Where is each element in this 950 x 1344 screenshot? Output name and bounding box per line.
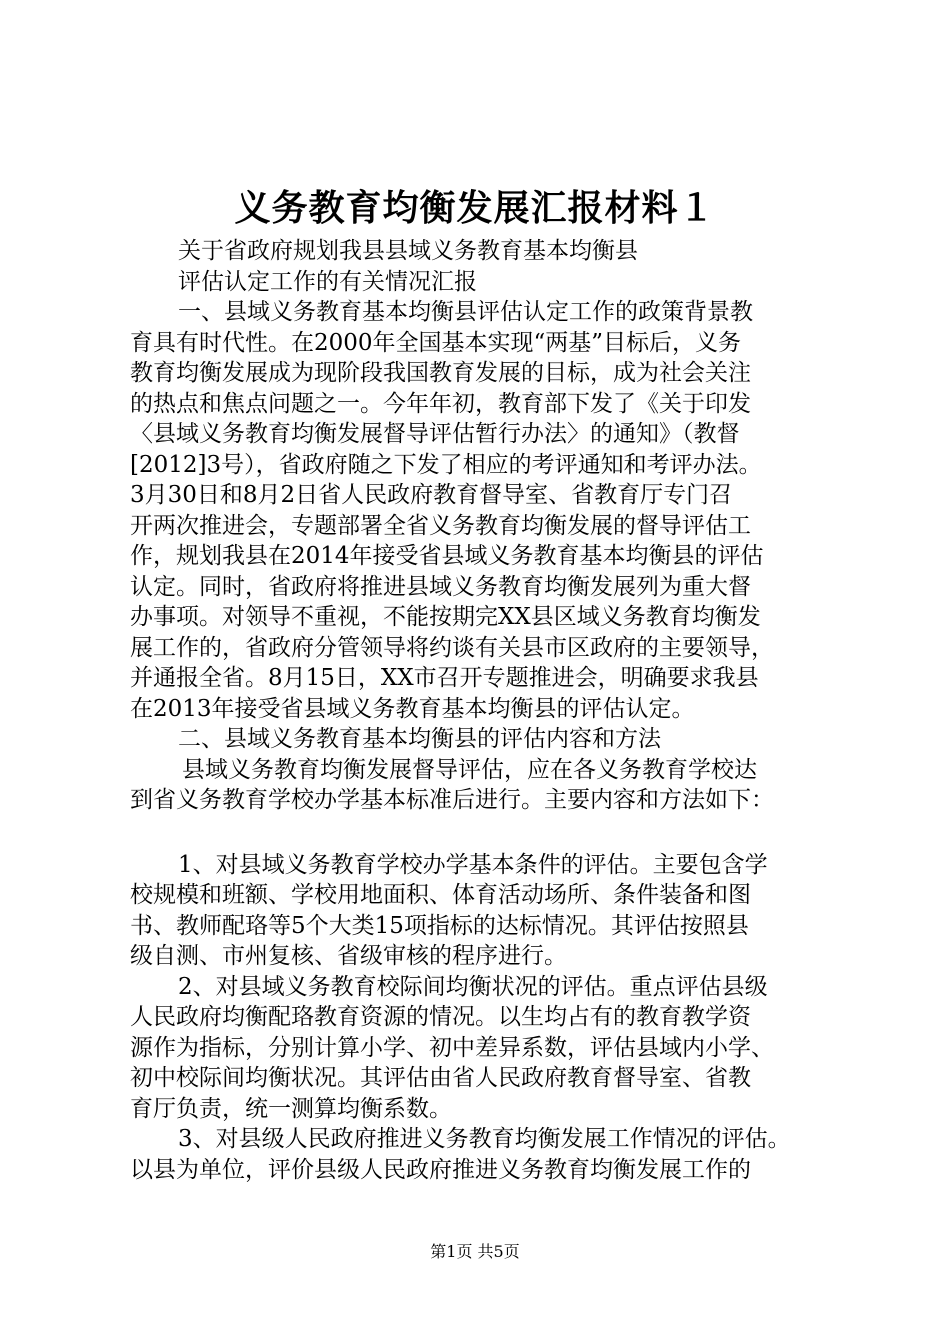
paragraph-gap bbox=[130, 816, 830, 850]
paragraph-line: 初中校际间均衡状况。其评估由省人民政府教育督导室、省教 bbox=[130, 1065, 751, 1091]
paragraph-line: 以县为单位，评价县级人民政府推进义务教育均衡发展工作的 bbox=[130, 1156, 751, 1183]
paragraph-line: 3、对县级人民政府推进义务教育均衡发展工作情况的评估。 bbox=[178, 1126, 791, 1152]
paragraph-line: 书、教师配珞等5个大类15项指标的达标情况。其评估按照县 bbox=[130, 912, 749, 939]
paragraph-line: 级自测、市州复核、省级审核的程序进行。 bbox=[130, 943, 567, 969]
paragraph-line: 〈县域义务教育均衡发展督导评估暂行办法〉的通知》（教督 bbox=[130, 421, 740, 447]
paragraph-line: 并通报全省。8月15日，XX市召开专题推进会，明确要求我县 bbox=[130, 665, 759, 691]
paragraph-line: 源作为指标，分别计算小学、初中差异系数，评估县域内小学、 bbox=[130, 1034, 774, 1061]
paragraph-line: 校规模和班额、学校用地面积、体育活动场所、条件装备和图 bbox=[130, 882, 751, 908]
paragraph-line: 2、对县域义务教育校际间均衡状况的评估。重点评估县级 bbox=[178, 973, 768, 1000]
paragraph-line: 育具有时代性。在2000年全国基本实现“两基”目标后，义务 bbox=[130, 329, 742, 356]
document-body bbox=[130, 236, 830, 1185]
page-footer: 第1页 共5页 bbox=[430, 1242, 520, 1261]
paragraph-line: 1、对县域义务教育学校办学基本条件的评估。主要包含学 bbox=[178, 851, 768, 878]
paragraph-line: 县域义务教育均衡发展督导评估，应在各义务教育学校达 bbox=[182, 756, 757, 783]
paragraph-line: 到省义务教育学校办学基本标准后进行。主要内容和方法如下： bbox=[130, 787, 774, 813]
paragraph-line: 一、县域义务教育基本均衡县评估认定工作的政策背景教 bbox=[178, 299, 753, 325]
subtitle-line-1: 关于省政府规划我县县域义务教育基本均衡县 bbox=[178, 238, 638, 264]
paragraph-line: 3月30日和8月2日省人民政府教育督导室、省教育厅专门召 bbox=[130, 482, 733, 508]
paragraph-line: 育厅负责，统一测算均衡系数。 bbox=[130, 1095, 452, 1122]
paragraph-line: 在2013年接受省县域义务教育基本均衡县的评估认定。 bbox=[130, 695, 695, 722]
paragraph-line: 作，规划我县在2014年接受省县域义务教育基本均衡县的评估 bbox=[130, 543, 764, 569]
section-heading: 二、县域义务教育基本均衡县的评估内容和方法 bbox=[178, 726, 661, 752]
subtitle-line-2: 评估认定工作的有关情况汇报 bbox=[178, 268, 477, 295]
paragraph-line: 认定。同时，省政府将推进县域义务教育均衡发展列为重大督 bbox=[130, 573, 751, 600]
paragraph-line: 办事项。对领导不重视，不能按期完XX县区域义务教育均衡发 bbox=[130, 604, 761, 630]
document-title: 义务教育均衡发展汇报材料１ bbox=[234, 187, 716, 229]
paragraph-line: 的热点和焦点问题之一。今年年初，教育部下发了《关于印发 bbox=[130, 390, 751, 417]
paragraph-line: 开两次推进会，专题部署全省义务教育均衡发展的督导评估工 bbox=[130, 512, 751, 539]
paragraph-line: 人民政府均衡配珞教育资源的情况。以生均占有的教育教学资 bbox=[130, 1004, 751, 1030]
paragraph-line: [2012]3号），省政府随之下发了相应的考评通知和考评办法。 bbox=[130, 451, 762, 478]
paragraph-line: 教育均衡发展成为现阶段我国教育发展的目标，成为社会关注 bbox=[130, 360, 751, 386]
paragraph-line: 展工作的，省政府分管领导将约谈有关县市区政府的主要领导， bbox=[130, 634, 774, 661]
